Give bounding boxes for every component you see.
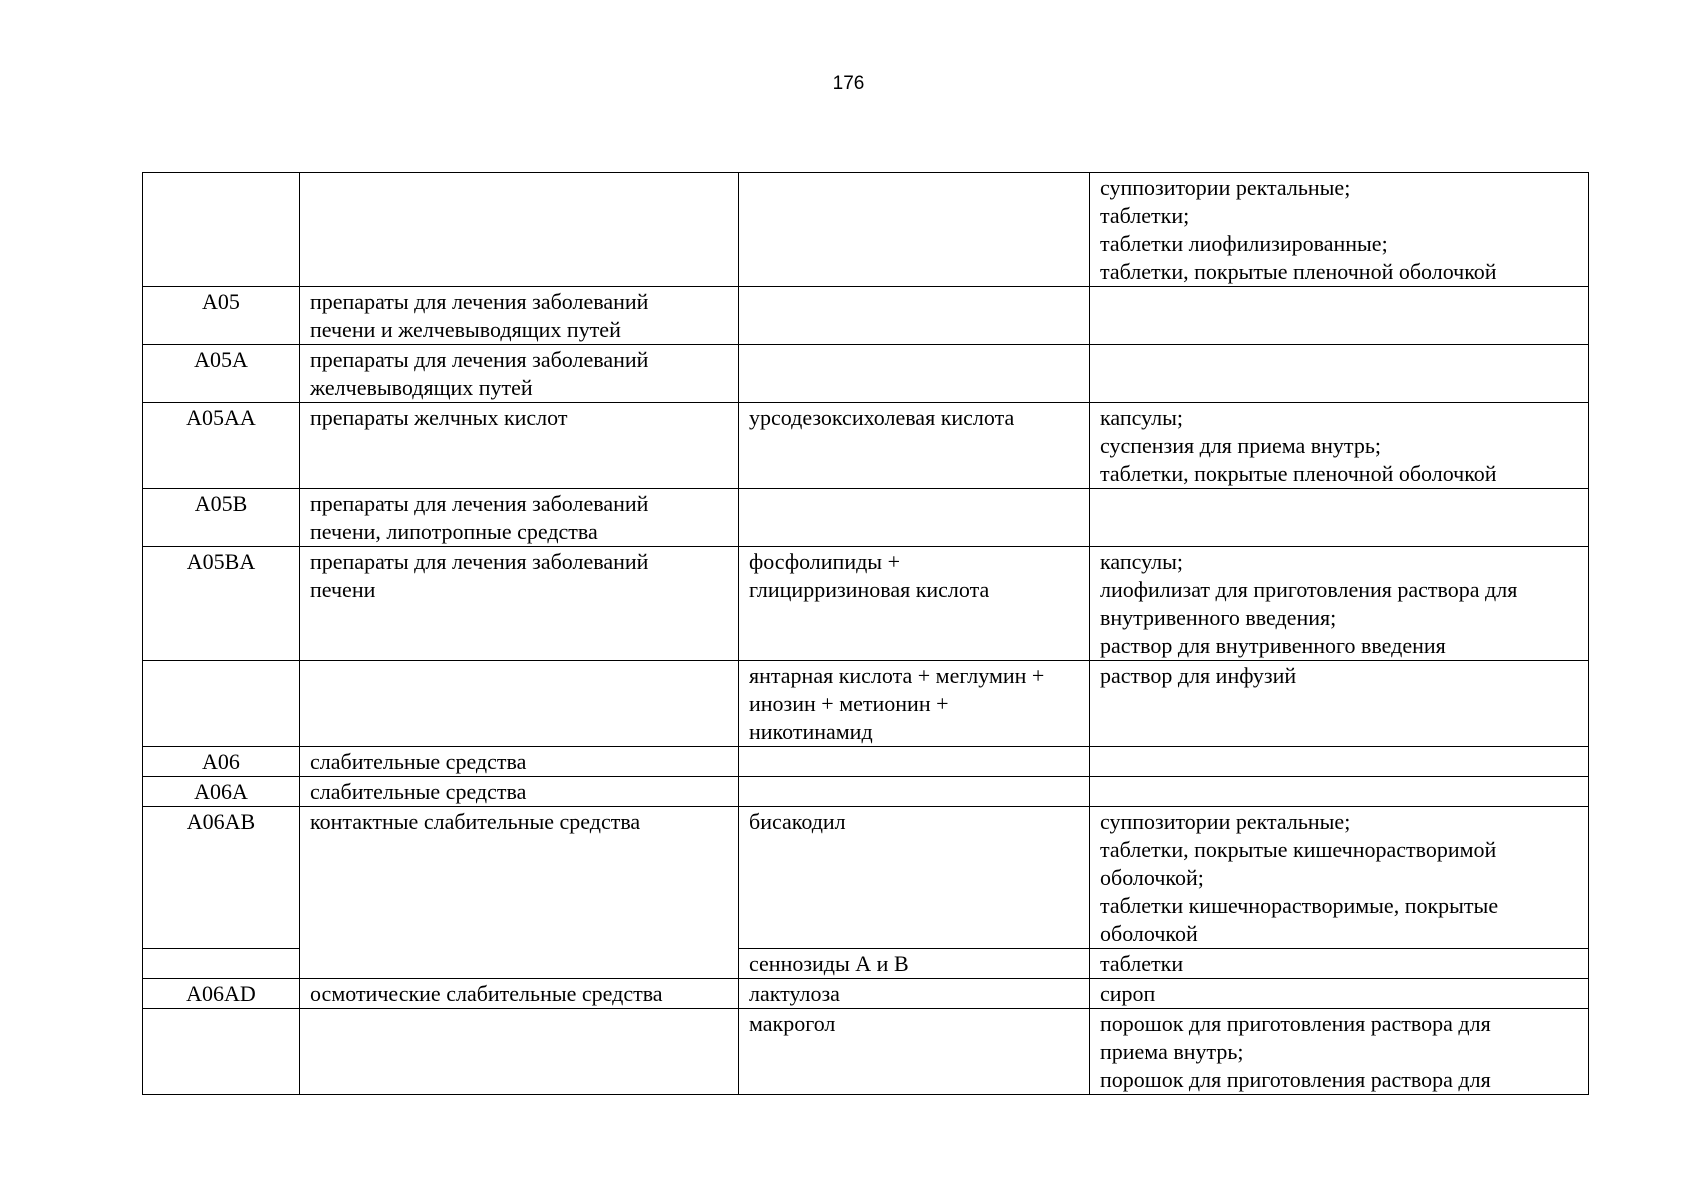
substance-cell: урсодезоксихолевая кислота <box>739 403 1090 489</box>
dosage-forms-cell <box>1090 777 1589 807</box>
substance-cell: фосфолипиды + глицирризиновая кислота <box>739 547 1090 661</box>
dosage-forms-cell: сироп <box>1090 979 1589 1009</box>
substance-cell <box>739 345 1090 403</box>
atc-code-cell: A05A <box>143 345 300 403</box>
substance-cell: лактулоза <box>739 979 1090 1009</box>
atc-code-cell <box>143 661 300 747</box>
dosage-forms-cell: суппозитории ректальные; таблетки; таблетки лиофилизированные; таблетки, покрытые пленочной оболочкой <box>1090 173 1589 287</box>
table-row <box>143 979 1589 1009</box>
group-cell: препараты желчных кислот <box>300 403 739 489</box>
substance-cell: бисакодил <box>739 807 1090 949</box>
dosage-forms-cell: капсулы; лиофилизат для приготовления раствора для внутривенного введения; раствор для внутривенного введения <box>1090 547 1589 661</box>
group-cell <box>300 173 739 287</box>
drug-table <box>142 172 1589 1095</box>
group-cell: контактные слабительные средства <box>300 807 739 979</box>
atc-code-cell: A05AA <box>143 403 300 489</box>
group-cell: слабительные средства <box>300 747 739 777</box>
substance-cell <box>739 777 1090 807</box>
atc-code-cell: A05BA <box>143 547 300 661</box>
dosage-forms-cell <box>1090 345 1589 403</box>
table-row <box>143 489 1589 547</box>
dosage-forms-cell: капсулы; суспензия для приема внутрь; таблетки, покрытые пленочной оболочкой <box>1090 403 1589 489</box>
dosage-forms-cell <box>1090 489 1589 547</box>
substance-cell <box>739 747 1090 777</box>
substance-cell <box>739 287 1090 345</box>
substance-cell <box>739 173 1090 287</box>
group-cell: препараты для лечения заболеваний печени <box>300 547 739 661</box>
atc-code-cell: A06AD <box>143 979 300 1009</box>
group-cell <box>300 1009 739 1095</box>
atc-code-cell: A05 <box>143 287 300 345</box>
atc-code-cell: A06 <box>143 747 300 777</box>
dosage-forms-cell: раствор для инфузий <box>1090 661 1589 747</box>
atc-code-cell <box>143 173 300 287</box>
substance-cell <box>739 489 1090 547</box>
group-cell: осмотические слабительные средства <box>300 979 739 1009</box>
atc-code-cell <box>143 1009 300 1095</box>
group-cell: слабительные средства <box>300 777 739 807</box>
group-cell: препараты для лечения заболеваний печени, липотропные средства <box>300 489 739 547</box>
substance-cell: сеннозиды А и В <box>739 949 1090 979</box>
dosage-forms-cell <box>1090 287 1589 345</box>
page-number: 176 <box>832 73 865 94</box>
table-row <box>143 287 1589 345</box>
table-row <box>143 747 1589 777</box>
dosage-forms-cell <box>1090 747 1589 777</box>
atc-code-cell: A05B <box>143 489 300 547</box>
dosage-forms-cell: таблетки <box>1090 949 1589 979</box>
table-row <box>143 403 1589 489</box>
atc-code-cell: A06A <box>143 777 300 807</box>
substance-cell: янтарная кислота + меглумин + инозин + метионин + никотинамид <box>739 661 1090 747</box>
group-cell: препараты для лечения заболеваний желчевыводящих путей <box>300 345 739 403</box>
group-cell <box>300 661 739 747</box>
table-row <box>143 547 1589 661</box>
table-row <box>143 173 1589 287</box>
dosage-forms-cell: суппозитории ректальные; таблетки, покрытые кишечнорастворимой оболочкой; таблетки кишечнорастворимые, покрытые оболочкой <box>1090 807 1589 949</box>
substance-cell: макрогол <box>739 1009 1090 1095</box>
group-cell: препараты для лечения заболеваний печени и желчевыводящих путей <box>300 287 739 345</box>
atc-code-cell: A06AB <box>143 807 300 949</box>
atc-code-cell <box>143 949 300 979</box>
table-row <box>143 807 1589 949</box>
dosage-forms-cell: порошок для приготовления раствора для приема внутрь; порошок для приготовления раствора для <box>1090 1009 1589 1095</box>
table-row <box>143 1009 1589 1095</box>
table-row <box>143 777 1589 807</box>
table-row <box>143 661 1589 747</box>
table-row <box>143 345 1589 403</box>
